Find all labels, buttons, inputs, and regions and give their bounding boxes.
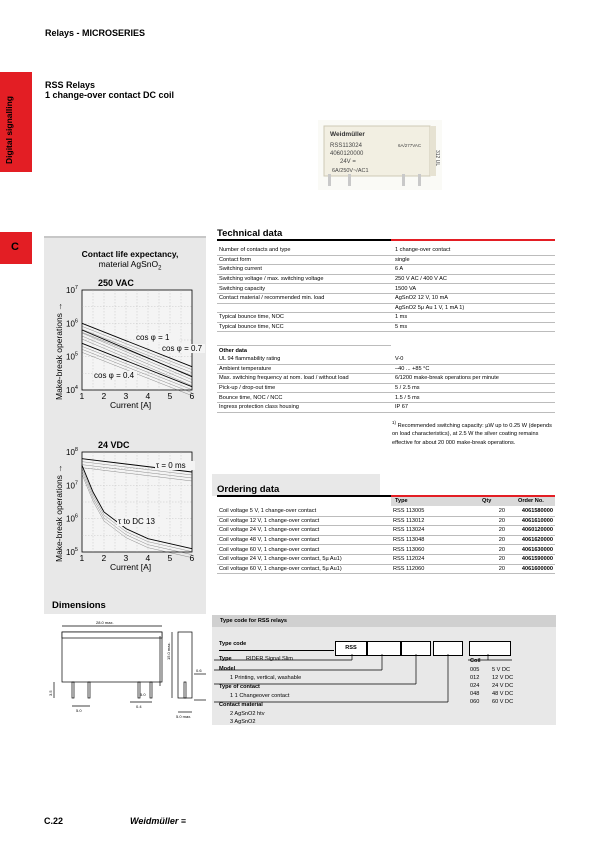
product-name: RSS Relays <box>45 80 96 90</box>
side-tab-c <box>0 232 32 264</box>
table-cell: 4061600000 <box>507 564 555 574</box>
side-tab-label: Digital signalling <box>4 95 14 164</box>
table-cell: 4060120000 <box>507 526 555 536</box>
table-row <box>217 393 555 403</box>
table-cell: Coil voltage 12 V, 1 change-over contact <box>217 516 391 526</box>
dim-pin-width: 0.6 <box>196 668 202 673</box>
table-cell: 4061630000 <box>507 545 555 555</box>
coil-item: 005 5 V DC <box>470 667 511 673</box>
x-axis-label: Current [A] <box>110 562 152 572</box>
table-cell: Coil voltage 48 V, 1 change-over contact <box>217 535 391 545</box>
dim-height: 15.0 max. <box>166 642 171 660</box>
type-code-title: Type code for RSS relays <box>220 618 288 624</box>
table-cell: 1500 VA <box>391 284 555 294</box>
table-row <box>217 265 555 275</box>
table-row <box>217 355 555 364</box>
dimensions-title: Dimensions <box>52 600 106 611</box>
y-tick-label: $10^7$ <box>66 285 78 295</box>
coil-label: Coil <box>470 658 481 664</box>
table-cell: single <box>391 255 555 265</box>
table-cell: V-0 <box>391 355 555 364</box>
table-cell: Coil voltage 24 V, 1 change-over contact, 5µ Au1) <box>217 554 391 564</box>
chart-title: 24 VDC <box>98 440 130 450</box>
table-cell: 4061590000 <box>507 554 555 564</box>
type-code-box-rss: RSS <box>335 641 367 656</box>
y-tick-label: $10^5$ <box>66 547 78 557</box>
table-cell: Typical bounce time, NOC <box>217 313 391 323</box>
table-cell: Ambient temperature <box>217 364 391 374</box>
x-axis-label: Current [A] <box>110 400 152 410</box>
series-label: cos φ = 0.7 <box>162 344 203 353</box>
other-data-title: Other data <box>219 348 247 354</box>
ordering-header-type: Type <box>395 498 408 504</box>
table-cell: Switching current <box>217 265 391 275</box>
x-tick-label: 1 <box>79 391 85 401</box>
ordering-data-title: Ordering data <box>217 484 280 495</box>
relay-ul-rating: 6A/277VAC <box>398 143 422 148</box>
y-tick-label: $10^5$ <box>66 351 78 362</box>
series-label: cos φ = 1 <box>136 333 170 342</box>
dim-pin-length: 3.5 <box>48 690 53 696</box>
model-label: Model <box>219 666 236 672</box>
relay-side-label: 312 UL <box>434 150 440 167</box>
table-cell: 4061620000 <box>507 535 555 545</box>
table-cell: 1.5 / 5 ms <box>391 393 555 403</box>
table-row <box>217 564 555 574</box>
x-tick-label: 6 <box>189 553 195 563</box>
series-label: τ = 0 ms <box>156 461 186 470</box>
table-cell: Bounce time, NOC / NCC <box>217 393 391 403</box>
table-row <box>217 255 555 265</box>
table-cell <box>217 303 391 313</box>
relay-model: RSS113024 <box>330 143 362 149</box>
side-tab-c-label: C <box>11 241 19 253</box>
contact-material-2: 3 AgSnO2 <box>230 719 256 725</box>
table-row <box>217 535 555 545</box>
dim-length: 28.0 max. <box>96 620 114 625</box>
table-row <box>217 246 555 255</box>
contact-material-label: Contact material <box>219 702 263 708</box>
series-label: cos φ = 0.4 <box>94 371 135 380</box>
footnote: $^{1)}$ Recommended switching capacity: µW up to 0.25 W (depends on load characteristics), at 2.5 W the silver coating remains effective for about 20 000 make-break operations. <box>392 420 552 446</box>
table-cell: Number of contacts and type <box>217 246 391 255</box>
table-cell: UL 94 flammability rating <box>217 355 391 364</box>
table-cell: 1 change-over contact <box>391 246 555 255</box>
table-cell: 20 <box>479 545 507 555</box>
technical-data-table <box>217 246 555 332</box>
table-cell: Coil voltage 5 V, 1 change-over contact <box>217 507 391 516</box>
table-cell: 1 ms <box>391 313 555 323</box>
table-cell: –40 ... +85 °C <box>391 364 555 374</box>
table-cell: 4061580000 <box>507 507 555 516</box>
table-row <box>217 402 555 412</box>
table-cell: Contact form <box>217 255 391 265</box>
table-cell: 6 A <box>391 265 555 275</box>
table-cell: 20 <box>479 507 507 516</box>
model-desc: 1 Printing, vertical, washable <box>230 675 302 681</box>
table-cell: 250 V AC / 400 V AC <box>391 274 555 284</box>
type-desc: RIDER Signal Slim <box>246 656 293 662</box>
technical-data-title: Technical data <box>217 228 283 239</box>
table-cell: 5 / 2.5 ms <box>391 383 555 393</box>
table-cell: 6/1200 make-break operations per minute <box>391 374 555 384</box>
table-cell: AgSnO2 12 V, 10 mA <box>391 293 555 303</box>
table-cell: RSS 113060 <box>391 545 479 555</box>
y-axis-label: Make-break operations → <box>54 302 64 400</box>
x-tick-label: 2 <box>101 391 107 401</box>
chart-panel-heading: Contact life expectancy, <box>81 249 179 259</box>
coil-item: 024 24 V DC <box>470 683 514 689</box>
x-tick-label: 6 <box>189 391 195 401</box>
dimension-drawing <box>40 616 210 726</box>
y-tick-label: $10^4$ <box>66 385 78 395</box>
table-cell: Typical bounce time, NCC <box>217 322 391 332</box>
x-tick-label: 3 <box>123 391 129 401</box>
table-row <box>217 516 555 526</box>
chart-title: 250 VAC <box>98 278 134 288</box>
table-cell: RSS 112060 <box>391 564 479 574</box>
table-row <box>217 526 555 536</box>
table-row <box>217 507 555 516</box>
contact-type-desc: 1 1 Changeover contact <box>230 693 290 699</box>
table-cell: Switching voltage / max. switching voltage <box>217 274 391 284</box>
coil-list <box>470 666 530 706</box>
table-cell: Coil voltage 24 V, 1 change-over contact <box>217 526 391 536</box>
product-subtitle: 1 change-over contact DC coil <box>45 90 175 100</box>
table-cell: Contact material / recommended min. load <box>217 293 391 303</box>
dim-width: 5.0 max. <box>176 714 192 719</box>
table-cell: RSS 113024 <box>391 526 479 536</box>
x-tick-label: 3 <box>123 553 129 563</box>
x-tick-label: 4 <box>145 391 151 401</box>
table-cell: 20 <box>479 526 507 536</box>
ordering-table <box>217 507 555 574</box>
table-cell: Coil voltage 60 V, 1 change-over contact, 5µ Au1) <box>217 564 391 574</box>
table-cell: Ingress protection class housing <box>217 402 391 412</box>
y-tick-label: $10^7$ <box>66 480 78 491</box>
y-tick-label: $10^6$ <box>66 318 78 329</box>
y-tick-label: $10^8$ <box>66 447 78 457</box>
table-cell: 20 <box>479 535 507 545</box>
table-row <box>217 374 555 384</box>
relay-rating: 6A/250V~/AC1 <box>332 168 369 174</box>
type-code-label: Type code <box>219 641 247 647</box>
table-row <box>217 274 555 284</box>
dim-pin-thickness: 0.4 <box>136 704 142 709</box>
relay-product-image <box>318 120 442 190</box>
table-cell: 20 <box>479 554 507 564</box>
table-row <box>217 545 555 555</box>
chart-250vac <box>44 270 206 420</box>
series-label: τ to DC 13 <box>118 517 155 526</box>
x-tick-label: 4 <box>145 553 151 563</box>
relay-code: 4060120000 <box>330 151 364 157</box>
page-number: C.22 <box>44 816 64 826</box>
relay-voltage: 24V = <box>340 159 356 165</box>
table-cell: RSS 113012 <box>391 516 479 526</box>
table-row <box>217 364 555 374</box>
coil-item: 012 12 V DC <box>470 675 514 681</box>
table-row <box>217 303 555 313</box>
type-label: Type <box>219 656 232 662</box>
other-data-table <box>217 355 555 413</box>
y-axis-label: Make-break operations → <box>54 464 64 562</box>
side-tab-digital-signalling <box>0 72 32 172</box>
ordering-header-order-no: Order No. <box>518 498 544 504</box>
table-cell: IP 67 <box>391 402 555 412</box>
x-tick-label: 5 <box>167 391 173 401</box>
chart-24vdc <box>44 432 206 582</box>
dim-spacing: 5.0 <box>140 692 146 697</box>
chart-panel-subheading: material AgSnO$_2$ <box>98 259 162 272</box>
table-cell: Coil voltage 60 V, 1 change-over contact <box>217 545 391 555</box>
coil-item: 048 48 V DC <box>470 691 514 697</box>
x-tick-label: 1 <box>79 553 85 563</box>
table-cell: RSS 113005 <box>391 507 479 516</box>
table-cell: Pick-up / drop-out time <box>217 383 391 393</box>
table-row <box>217 284 555 294</box>
table-cell: AgSnO2 5μ Au 1 V, 1 mA 1) <box>391 303 555 313</box>
table-cell: Max. switching frequency at nom. load / without load <box>217 374 391 384</box>
ordering-header-qty: Qty <box>482 498 492 504</box>
table-cell: RSS 112024 <box>391 554 479 564</box>
table-row <box>217 322 555 332</box>
coil-item: 060 60 V DC <box>470 699 514 705</box>
x-tick-label: 5 <box>167 553 173 563</box>
y-tick-label: $10^6$ <box>66 513 78 524</box>
x-tick-label: 2 <box>101 553 107 563</box>
table-cell: Switching capacity <box>217 284 391 294</box>
chart-panel-top-bar <box>44 236 206 238</box>
table-cell: 20 <box>479 564 507 574</box>
table-row <box>217 383 555 393</box>
relay-brand: Weidmüller <box>330 131 365 138</box>
table-cell: 4061610000 <box>507 516 555 526</box>
table-cell: 20 <box>479 516 507 526</box>
footer-brand-logo: Weidmüller ≡ <box>130 816 187 826</box>
table-cell: RSS 113048 <box>391 535 479 545</box>
table-cell: 5 ms <box>391 322 555 332</box>
contact-type-label: Type of contact <box>219 684 260 690</box>
table-row <box>217 313 555 323</box>
contact-material-1: 2 AgSnO2 htv <box>230 711 265 717</box>
page-header-title: Relays - MICROSERIES <box>45 28 146 38</box>
table-row <box>217 554 555 564</box>
dim-pin-pitch: 5.0 <box>76 708 82 713</box>
table-row <box>217 293 555 303</box>
